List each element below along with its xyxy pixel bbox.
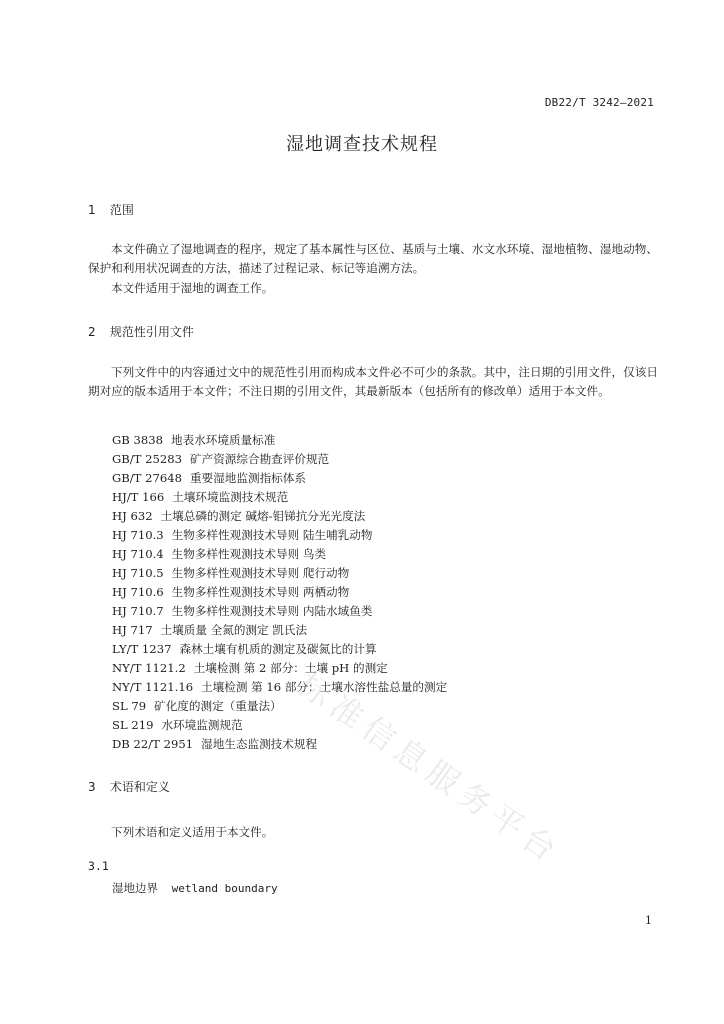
reference-title: 湿地生态监测技术规程 xyxy=(201,737,318,751)
reference-item xyxy=(112,583,447,602)
watermark-char: 务 xyxy=(450,774,499,825)
reference-code: HJ 710.5 xyxy=(112,566,164,580)
section-heading-terms xyxy=(88,778,170,795)
reference-code: HJ 717 xyxy=(112,623,153,637)
section-number: 1 xyxy=(88,203,96,217)
reference-title: 森林土壤有机质的测定及碳氮比的计算 xyxy=(179,642,377,656)
reference-item xyxy=(112,621,447,640)
reference-code: HJ 710.7 xyxy=(112,604,164,618)
reference-title: 土壤环境监测技术规范 xyxy=(172,490,289,504)
reference-item xyxy=(112,488,447,507)
reference-item xyxy=(112,564,447,583)
reference-item xyxy=(112,640,447,659)
reference-code: NY/T 1121.16 xyxy=(112,680,194,694)
watermark-char: 服 xyxy=(418,752,467,803)
reference-code: NY/T 1121.2 xyxy=(112,661,186,675)
reference-title: 生物多样性观测技术导则 爬行动物 xyxy=(171,566,350,580)
watermark xyxy=(290,664,580,875)
reference-item xyxy=(112,507,447,526)
section-number: 3 xyxy=(88,780,96,794)
reference-title: 矿化度的测定（重量法） xyxy=(154,699,282,713)
reference-code: GB/T 25283 xyxy=(112,452,182,466)
reference-title: 矿产资源综合勘查评价规范 xyxy=(190,452,330,466)
reference-item xyxy=(112,469,447,488)
term-entry xyxy=(112,880,278,896)
reference-code: HJ 710.6 xyxy=(112,585,164,599)
reference-title: 土壤检测 第 2 部分：土壤 pH 的测定 xyxy=(193,661,388,675)
reference-item xyxy=(112,602,447,621)
scope-paragraph-2: 本文件适用于湿地的调查工作。 xyxy=(111,281,274,295)
watermark-char: 平 xyxy=(482,796,531,847)
section-title: 术语和定义 xyxy=(109,780,170,794)
reference-title: 生物多样性观测技术导则 两栖动物 xyxy=(171,585,350,599)
reference-title: 生物多样性观测技术导则 内陆水域鱼类 xyxy=(171,604,373,618)
reference-title: 土壤检测 第 16 部分：土壤水溶性盐总量的测定 xyxy=(201,680,448,694)
reference-code: SL 219 xyxy=(112,718,154,732)
section-heading-scope xyxy=(88,201,134,218)
reference-code: GB 3838 xyxy=(112,433,163,447)
section-title: 范围 xyxy=(109,203,134,217)
term-chinese: 湿地边界 xyxy=(112,881,158,895)
reference-code: HJ/T 166 xyxy=(112,490,165,504)
term-entry-number: 3.1 xyxy=(88,859,109,873)
watermark-char: 台 xyxy=(514,818,563,869)
reference-title: 水环境监测规范 xyxy=(161,718,243,732)
watermark-char: 信 xyxy=(354,708,403,759)
reference-item xyxy=(112,431,447,450)
watermark-char: 息 xyxy=(386,730,435,781)
reference-item xyxy=(112,545,447,564)
terms-intro: 下列术语和定义适用于本文件。 xyxy=(111,825,274,839)
scope-paragraph-1: 本文件确立了湿地调查的程序，规定了基本属性与区位、基质与土壤、水文水环境、湿地植物、湿地动物、保护和利用状况调查的方法，描述了过程记录、标记等追溯方法。 xyxy=(88,242,658,275)
reference-code: HJ 710.4 xyxy=(112,547,164,561)
reference-item xyxy=(112,450,447,469)
section-title: 规范性引用文件 xyxy=(109,325,194,339)
watermark-char: 准 xyxy=(322,686,371,737)
normative-refs-intro: 下列文件中的内容通过文中的规范性引用而构成本文件必不可少的条款。其中，注日期的引用文件，仅该日期对应的版本适用于本文件；不注日期的引用文件，其最新版本（包括所有的修改单）适用于本文件。 xyxy=(88,365,658,398)
reference-code: SL 79 xyxy=(112,699,147,713)
document-title: 湿地调查技术规程 xyxy=(286,134,438,155)
reference-title: 地表水环境质量标准 xyxy=(170,433,276,447)
term-english: wetland boundary xyxy=(171,882,278,895)
reference-code: HJ 632 xyxy=(112,509,153,523)
watermark-char: 标 xyxy=(290,664,339,715)
reference-title: 土壤质量 全氮的测定 凯氏法 xyxy=(160,623,308,637)
reference-item xyxy=(112,526,447,545)
section-number: 2 xyxy=(88,325,96,339)
reference-title: 土壤总磷的测定 碱熔-钼锑抗分光光度法 xyxy=(160,509,366,523)
document-code: DB22/T 3242—2021 xyxy=(544,96,654,109)
section-heading-normative-refs xyxy=(88,323,194,340)
reference-title: 重要湿地监测指标体系 xyxy=(190,471,306,485)
reference-title: 生物多样性观测技术导则 陆生哺乳动物 xyxy=(171,528,373,542)
reference-code: DB 22/T 2951 xyxy=(112,737,194,751)
page-number: 1 xyxy=(645,914,652,927)
reference-title: 生物多样性观测技术导则 鸟类 xyxy=(171,547,327,561)
reference-code: LY/T 1237 xyxy=(112,642,172,656)
reference-code: HJ 710.3 xyxy=(112,528,164,542)
reference-code: GB/T 27648 xyxy=(112,471,182,485)
